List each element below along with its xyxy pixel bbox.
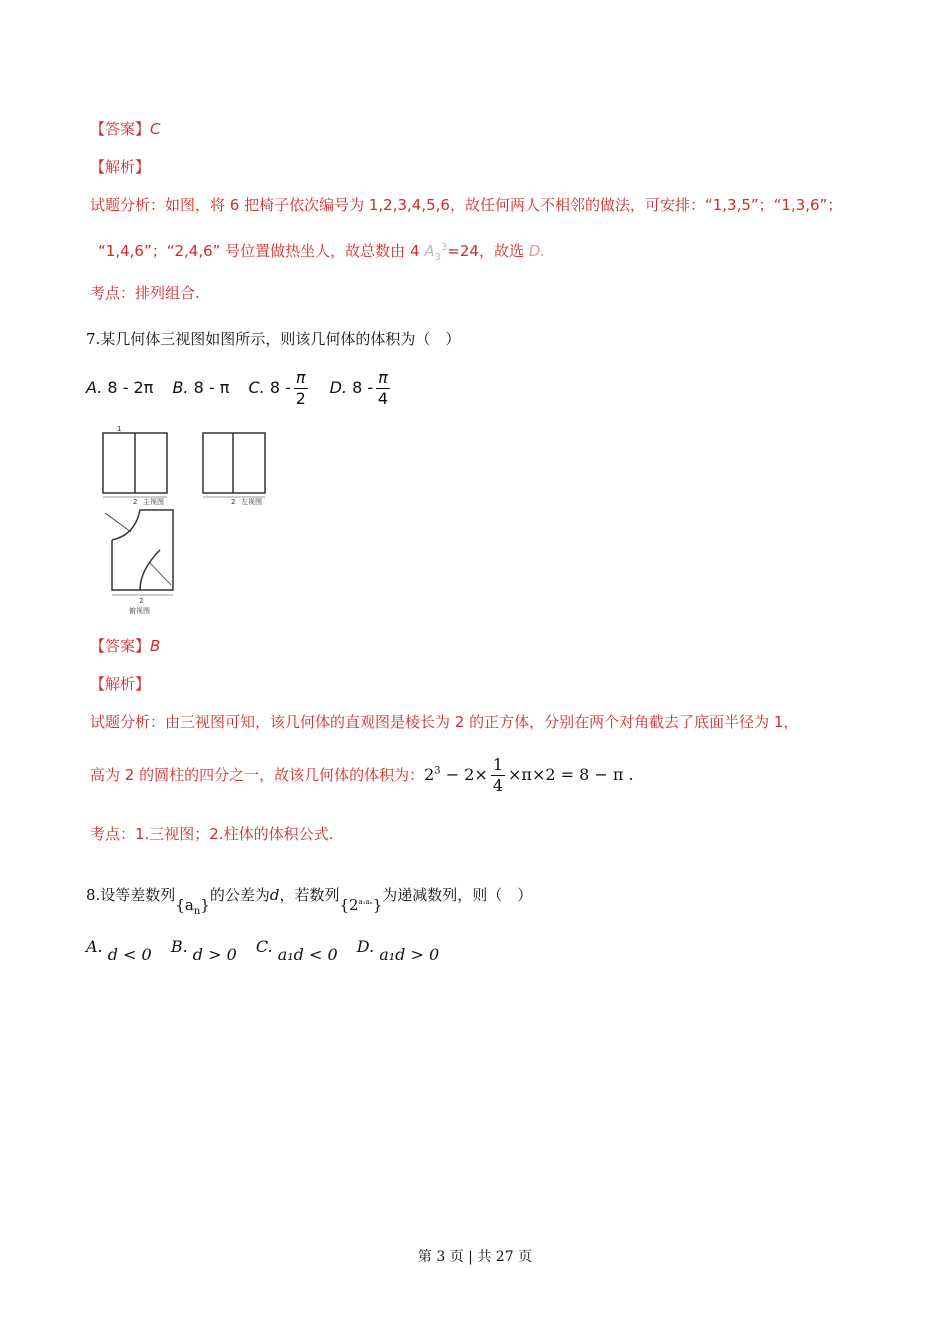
option-d: D. a₁d > 0	[356, 937, 440, 964]
formula: 2	[424, 765, 435, 784]
option-d: D. 8 - $\frac{\pi}{4}$	[329, 368, 389, 408]
sequence-power: $\{2^{a_1a_n}\}$	[339, 896, 383, 914]
option-a: A. 8 - 2π	[86, 378, 154, 397]
analysis-label: 【解析】	[90, 158, 151, 176]
side-view	[203, 433, 265, 493]
permutation-superscript: 3	[440, 242, 448, 253]
sequence-an: $\{a_n\}$	[175, 896, 210, 917]
key-point: 考点：1.三视图；2.柱体的体积公式.	[90, 825, 334, 843]
option-c: C. a₁d < 0	[255, 937, 338, 964]
side-view-label: 左视图	[241, 498, 262, 506]
analysis-text	[90, 755, 634, 796]
q7-answer	[90, 635, 160, 656]
dimension-label: 2	[133, 498, 138, 506]
formula: − 2×	[440, 765, 488, 784]
analysis-text-part: =24，故选	[447, 242, 529, 260]
analysis-text: 试题分析：由三视图可知，该几何体的直观图是棱长为 2 的正方体，分别在两个对角截去了底面半径为 1，	[90, 713, 799, 731]
answer-value: B	[150, 637, 161, 655]
option-b: B. d > 0	[170, 937, 237, 964]
front-view-label: 主视图	[143, 498, 164, 506]
permutation-symbol: A	[424, 242, 435, 260]
fraction: $\frac{1}{4}$	[492, 755, 504, 795]
analysis-text	[98, 240, 545, 263]
q7-options	[86, 368, 407, 409]
option-c: C. 8 - $\frac{\pi}{2}$	[248, 368, 306, 408]
three-view-figure	[95, 425, 285, 615]
top-view-label: 俯视图	[129, 607, 150, 615]
analysis-text-part: 高为 2 的圆柱的四分之一，故该几何体的体积为：	[90, 766, 425, 784]
key-point: 考点：排列组合.	[90, 284, 200, 302]
formula-exponent: 3	[434, 765, 441, 777]
page-footer: 第 3 页 | 共 27 页	[417, 1249, 533, 1265]
analysis-label: 【解析】	[90, 675, 151, 693]
q6-answer	[90, 118, 161, 139]
option-a: A. d < 0	[86, 937, 152, 964]
answer-choice: D.	[528, 242, 546, 260]
dimension-label: 1	[117, 425, 122, 433]
question-stem: 7.某几何体三视图如图所示，则该几何体的体积为（ ）	[86, 330, 461, 348]
formula: ×π×2 = 8 − π .	[508, 765, 634, 784]
analysis-text: 试题分析：如图，将 6 把椅子依次编号为 1,2,3,4,5,6，故任何两人不相邻的做法，可安排：“1,3,5”；“1,3,6”；	[90, 196, 843, 214]
dimension-label: 2	[139, 597, 144, 605]
question-stem: 8.设等差数列$\{a_n\}$的公差为d，若数列$\{2^{a_1a_n}\}$为递减数列，则（ ）	[86, 886, 533, 917]
answer-label: 【答案】	[90, 120, 151, 138]
answer-label: 【答案】	[90, 637, 151, 655]
answer-value: C	[150, 120, 161, 138]
option-b: B. 8 - π	[172, 378, 230, 397]
q8-options	[86, 937, 453, 964]
permutation-subscript: 3	[434, 252, 441, 263]
dimension-label: 2	[231, 498, 236, 506]
analysis-text-part: “1,4,6”；“2,4,6” 号位置做热坐人，故总数由 4	[98, 242, 420, 260]
